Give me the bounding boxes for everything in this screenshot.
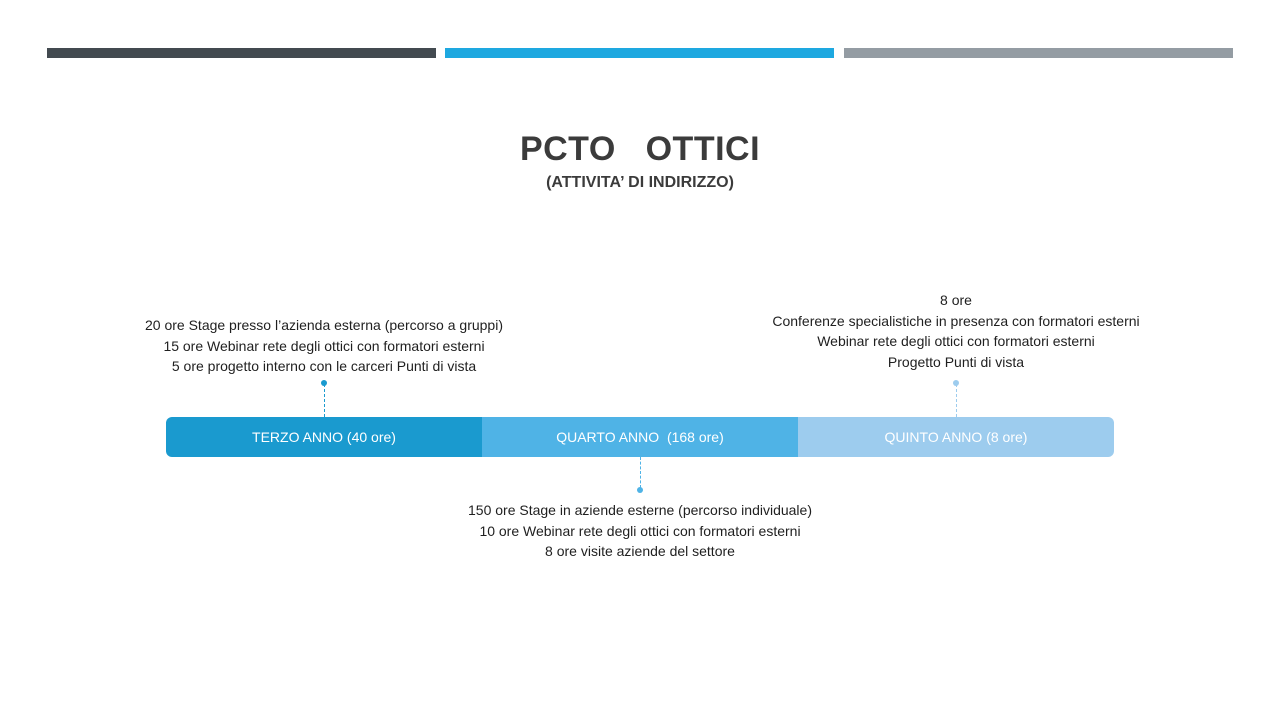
connector-line-quarto	[640, 457, 641, 488]
connector-line-quinto	[956, 384, 957, 417]
note-line: 5 ore progetto interno con le carceri Punti di vista	[171, 358, 477, 374]
header-bar-gray	[844, 48, 1233, 58]
timeline-segment-quarto: QUARTO ANNO (168 ore)	[482, 417, 798, 457]
timeline-bar	[166, 417, 1114, 457]
connector-dot-quarto	[637, 487, 643, 493]
note-quinto-anno	[756, 290, 1156, 372]
header-bar-dark	[47, 48, 436, 58]
slide-subtitle: (ATTIVITA’ DI INDIRIZZO)	[546, 174, 734, 191]
note-line: 8 ore	[940, 292, 972, 308]
note-terzo-anno	[124, 315, 524, 377]
slide-title: PCTO OTTICI	[519, 130, 761, 168]
note-line: 20 ore Stage presso l’azienda esterna (percorso a gruppi)	[145, 317, 503, 333]
note-line: 150 ore Stage in aziende esterne (percorso individuale)	[468, 502, 812, 518]
note-line: Webinar rete degli ottici con formatori esterni	[817, 333, 1095, 349]
note-line: 15 ore Webinar rete degli ottici con formatori esterni	[163, 337, 485, 354]
note-line: Progetto Punti di vista	[887, 353, 1025, 370]
timeline-segment-quinto: QUINTO ANNO (8 ore)	[798, 417, 1114, 457]
note-line: 10 ore Webinar rete degli ottici con formatori esterni	[479, 522, 801, 539]
connector-line-terzo	[324, 384, 325, 417]
note-line: Conferenze specialistiche in presenza con formatori esterni	[772, 312, 1140, 329]
note-quarto-anno	[440, 500, 840, 562]
timeline-segment-terzo: TERZO ANNO (40 ore)	[166, 417, 482, 457]
note-line: 8 ore visite aziende del settore	[545, 543, 735, 559]
header-bar-blue	[445, 48, 834, 58]
